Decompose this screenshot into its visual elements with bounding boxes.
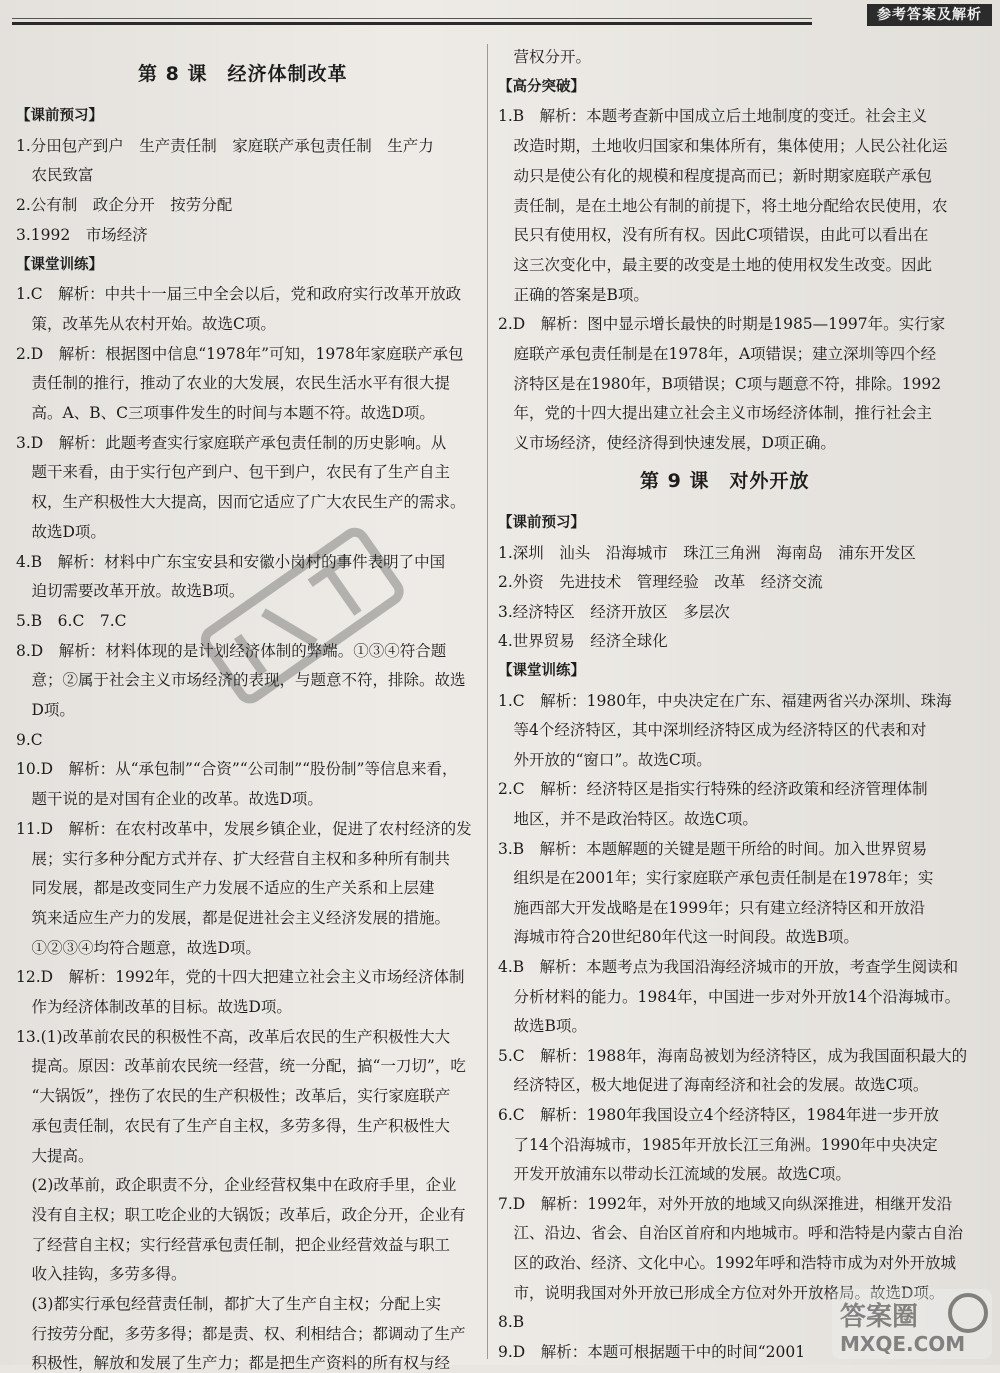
answer-line: 营权分开。: [498, 48, 592, 66]
answer-line: 策，改革先从农村开始。故选C项。: [16, 314, 276, 333]
answer-line: 农民致富: [16, 166, 94, 185]
answer-line: 1.深圳 汕头 沿海城市 珠江三角洲 海南岛 浦东开发区: [498, 543, 916, 562]
answer-line: 同发展，都是改变同生产力发展不适应的生产关系和上层建: [16, 879, 435, 898]
answer-line: 积极性，解放和发展了生产力；都是把生产资料的所有权与经: [16, 1354, 451, 1373]
answer-line: 3.1992 市场经济: [16, 225, 148, 244]
answer-line: 1.B 解析：本题考查新中国成立后土地制度的变迁。社会主义: [498, 107, 928, 126]
answer-line: 了经营自主权；实行经营承包责任制，把企业经营效益与职工: [16, 1235, 451, 1254]
answer-line: 承包责任制，农民有了生产自主权，多劳多得，生产积极性大: [16, 1116, 451, 1135]
answer-line: 6.C 解析：1980年我国设立4个经济特区，1984年进一步开放: [498, 1106, 939, 1124]
answer-line: 13.(1)改革前农民的积极性不高，改革后农民的生产积极性大大: [16, 1027, 451, 1046]
answer-line: 作为经济体制改革的目标。故选D项。: [16, 998, 292, 1016]
answer-line: 8.B: [498, 1313, 525, 1332]
answer-line: 题干说的是对国有企业的改革。故选D项。: [16, 790, 323, 809]
answer-line: 11.D 解析：在农村改革中，发展乡镇企业，促进了农村经济的发: [16, 819, 472, 838]
answer-line: 2.D 解析：图中显示增长最快的时期是1985—1997年。实行家: [498, 315, 946, 334]
answer-line: 3.经济特区 经济开放区 多层次: [498, 602, 730, 621]
section-heading: 【高分突破】: [498, 78, 585, 95]
answer-line: 高。A、B、C三项事件发生的时间与本题不符。故选D项。: [16, 404, 435, 422]
answer-line: 1.C 解析：1980年，中央决定在广东、福建两省兴办深圳、珠海: [498, 691, 952, 710]
answer-line: 分析材料的能力。1984年，中国进一步对外开放14个沿海城市。: [498, 987, 961, 1006]
answer-line: 行按劳分配，多劳多得；都是责、权、利相结合；都调动了生产: [16, 1324, 466, 1343]
answer-line: 没有自主权；职工吃企业的大锅饭；改革后，政企分开，企业有: [16, 1205, 466, 1224]
answer-line: 2.公有制 政企分开 按劳分配: [16, 196, 233, 215]
answer-line: 正确的答案是B项。: [498, 285, 649, 304]
section-heading: 【课堂训练】: [16, 256, 103, 273]
answer-line: 海城市符合20世纪80年代这一时间段。故选B项。: [498, 928, 859, 947]
answer-line: 民只有使用权，没有所有权。因此C项错误，由此可以看出在: [498, 226, 929, 245]
answer-line: 动只是使公有化的规模和程度提高而已；新时期家庭联产承包: [498, 166, 933, 185]
section-heading: 【课堂训练】: [498, 663, 585, 679]
answer-line: 了14个沿海城市，1985年开放长江三角洲。1990年中央决定: [498, 1135, 938, 1154]
section-heading: 【课前预习】: [498, 515, 585, 531]
answer-line: 市，说明我国对外开放已形成全方位对外开放格局。故选D项。: [498, 1283, 945, 1302]
answer-line: 1.分田包产到户 生产责任制 家庭联产承包责任制 生产力: [16, 136, 434, 155]
answer-line: 收入挂钩，多劳多得。: [16, 1265, 187, 1284]
answer-line: 意；②属于社会主义市场经济的表现，与题意不符，排除。故选: [16, 671, 466, 690]
answer-line: 10.D 解析：从“承包制”“合资”“公司制”“股份制”等信息来看，: [16, 760, 458, 779]
answer-line: 组织是在2001年；实行家庭联产承包责任制是在1978年；实: [498, 869, 934, 888]
answer-line: 3.D 解析：此题考查实行家庭联产承包责任制的历史影响。从: [16, 433, 447, 452]
column-divider: [487, 44, 488, 1359]
watermark-url: MXQE.COM: [840, 1332, 966, 1356]
answer-line: 展；实行多种分配方式并存、扩大经营自主权和多种所有制共: [16, 849, 451, 868]
watermark-stamp: [185, 500, 445, 750]
answer-line: 3.B 解析：本题解题的关键是题干所给的时间。加入世界贸易: [498, 839, 928, 858]
answer-line: 8.D 解析：材料体现的是计划经济体制的弊端。①③④符合题: [16, 641, 447, 660]
answer-line: 故选D项。: [16, 522, 106, 541]
corner-watermark: [832, 1289, 992, 1359]
answer-line: 责任制的推行，推动了农业的大发展，农民生活水平有很大提: [16, 374, 451, 393]
answer-line: 4.B 解析：本题考点为我国沿海经济城市的开放，考查学生阅读和: [498, 958, 959, 976]
answer-line: 7.D 解析：1992年，对外开放的地域又向纵深推进，相继开发沿: [498, 1194, 953, 1213]
answer-line: 地区，并不是政治特区。故选C项。: [498, 810, 758, 828]
answer-line: (2)改革前，政企职责不分，企业经营权集中在政府手里，企业: [16, 1176, 457, 1195]
answer-line: 权，生产积极性大大提高，因而它适应了广大农民生产的需求。: [16, 493, 466, 512]
answer-line: 年，党的十四大提出建立社会主义市场经济体制，推行社会主: [498, 404, 933, 423]
answer-line: 2.D 解析：根据图中信息“1978年”可知，1978年家庭联产承包: [16, 344, 464, 363]
answer-line: 改造时期，土地收归国家和集体所有，集体使用；人民公社化运: [498, 137, 948, 156]
answer-line: 题干来看，由于实行包产到户、包干到户，农民有了生产自主: [16, 463, 451, 482]
answer-line: 筑来适应生产力的发展，都是促进社会主义经济发展的措施。: [16, 908, 451, 927]
answer-line: 2.外资 先进技术 管理经验 改革 经济交流: [498, 573, 823, 592]
header-rule: [12, 22, 812, 25]
answer-line: 大提高。: [16, 1146, 94, 1165]
answer-line: 故选B项。: [498, 1017, 587, 1036]
answer-line: 12.D 解析：1992年，党的十四大把建立社会主义市场经济体制: [16, 968, 465, 987]
answer-line: “大锅饭”，挫伤了农民的生产积极性；改革后，实行家庭联产: [16, 1087, 451, 1106]
answer-line: ①②③④均符合题意，故选D项。: [16, 938, 261, 957]
answer-line: (3)都实行承包经营责任制，都扩大了生产自主权；分配上实: [16, 1295, 441, 1313]
answer-line: 2.C 解析：经济特区是指实行特殊的经济政策和经济管理体制: [498, 780, 928, 799]
answer-line: 9.C: [16, 730, 43, 749]
answer-line: 庭联产承包责任制是在1978年，A项错误；建立深圳等四个经: [498, 345, 937, 363]
answer-line: 等4个经济特区，其中深圳经济特区成为经济特区的代表和对: [498, 721, 927, 740]
watermark-label: 答案圈: [840, 1302, 919, 1332]
header-tab: 参考答案及解析: [867, 4, 992, 26]
lesson-8-title: 第 8 课 经济体制改革: [138, 63, 348, 85]
answer-line: 施西部大开发战略是在1999年；只有建立经济特区和开放沿: [498, 898, 925, 917]
section-heading: 【课前预习】: [16, 108, 103, 124]
answer-line: 5.C 解析：1988年，海南岛被划为经济特区，成为我国面积最大的: [498, 1046, 968, 1065]
answer-line: 义市场经济，使经济得到快速发展，D项正确。: [498, 434, 836, 453]
answer-line: 区的政治、经济、文化中心。1992年呼和浩特市成为对外开放城: [498, 1254, 956, 1272]
answer-line: 9.D 解析：本题可根据题干中的时间“2001: [498, 1342, 806, 1361]
answer-line: 1.C 解析：中共十一届三中全会以后，党和政府实行改革开放政: [16, 285, 462, 304]
lesson-9-title: 第 9 课 对外开放: [640, 470, 810, 492]
answer-line: 开发开放浦东以带动长江流域的发展。故选C项。: [498, 1165, 851, 1184]
answer-line: 这三次变化中，最主要的改变是土地的使用权发生改变。因此: [498, 255, 933, 274]
answer-line: 济特区是在1980年，B项错误；C项与题意不符，排除。1992: [498, 374, 942, 393]
answer-line: 4.B 解析：材料中广东宝安县和安徽小岗村的事件表明了中国: [16, 552, 446, 571]
answer-line: D项。: [16, 701, 75, 719]
answer-line: 5.B 6.C 7.C: [16, 611, 127, 630]
answer-line: 责任制，是在土地公有制的前提下，将土地分配给农民使用，农: [498, 196, 948, 215]
answer-line: 迫切需要改革开放。故选B项。: [16, 582, 245, 601]
answer-line: 经济特区，极大地促进了海南经济和社会的发展。故选C项。: [498, 1076, 929, 1095]
answer-line: 江、沿边、省会、自治区首府和内地城市。呼和浩特是内蒙古自治: [498, 1224, 964, 1243]
answer-line: 4.世界贸易 经济全球化: [498, 632, 668, 651]
answer-line: 提高。原因：改革前农民统一经营，统一分配，搞“一刀切”，吃: [16, 1057, 466, 1076]
header-rule-thin: [12, 18, 812, 19]
answer-line: 外开放的“窗口”。故选C项。: [498, 750, 712, 769]
